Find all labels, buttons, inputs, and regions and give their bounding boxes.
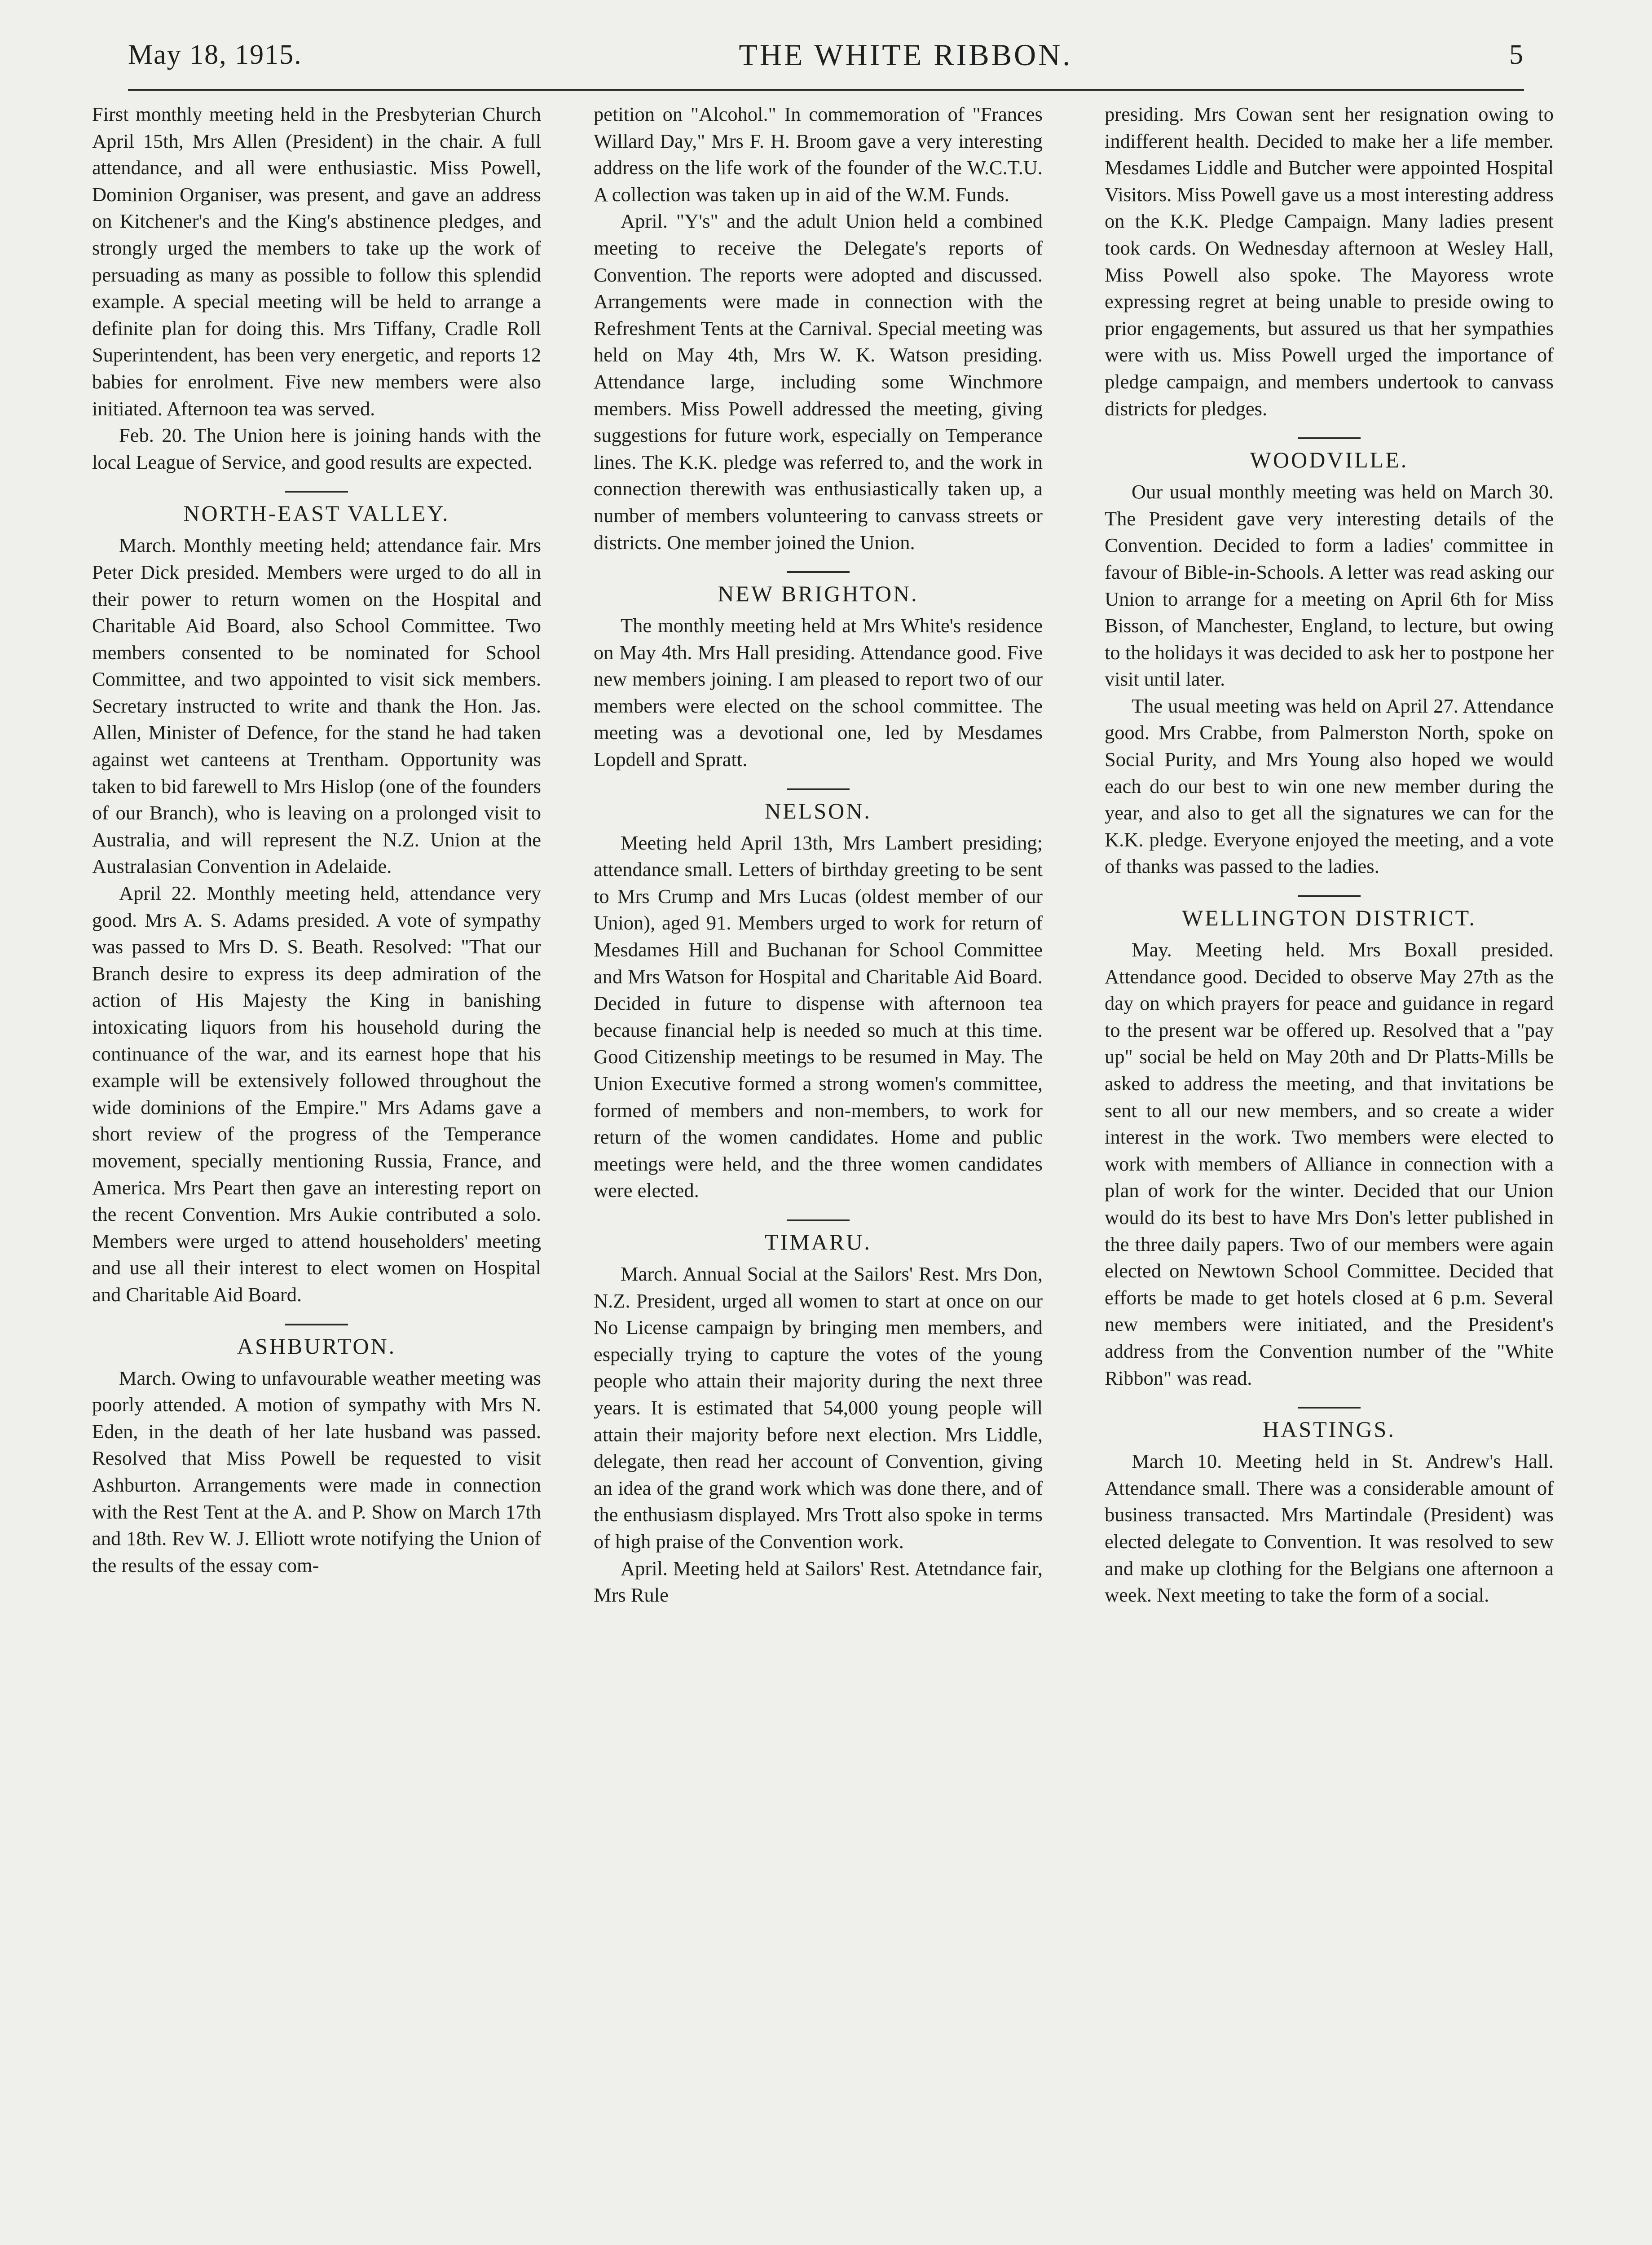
section-heading: HASTINGS.	[1263, 1417, 1396, 1442]
article-paragraph: April. Meeting held at Sailors' Rest. Atetndance fair, Mrs Rule	[594, 1557, 1043, 1607]
article-paragraph: April 22. Monthly meeting held, attendance very good. Mrs A. S. Adams presided. A vote of sympathy was passed to Mrs D. S. Beath. Resolved: "That our Branch desire to express its deep admiration of the action of His Majesty the King in banishing intoxicating liquors from his household during the continuance of the war, and its earnest hope that his example will be extensively followed throughout the wide dominions of the Empire." Mrs Adams gave a short review of the progress of the Temperance movement, specially mentioning Russia, France, and America. Mrs Peart then gave an interesting report on the recent Convention. Mrs Aukie contributed a solo. Members were urged to attend householders' meeting and use all their interest to elect women on Hospital and Charitable Aid Board.	[92, 882, 541, 1306]
article-paragraph: March 10. Meeting held in St. Andrew's Hall. Attendance small. There was a considerable amount of business transacted. Mrs Martindale (President) was elected delegate to Convention. It was resolved to sew and make up clothing for the Belgians one afternoon a week. Next meeting to take the form of a social.	[1105, 1450, 1554, 1607]
article-paragraph: Meeting held April 13th, Mrs Lambert presiding; attendance small. Letters of birthday greeting to be sent to Mrs Crump and Mrs Lucas (oldest member of our Union), aged 91. Members urged to work for return of Mesdames Hill and Buchanan for School Committee and Mrs Watson for Hospital and Charitable Aid Board. Decided in future to dispense with afternoon tea because financial help is needed so much at this time. Good Citizenship meetings to be resumed in May. The Union Executive formed a strong women's committee, formed of members and non-members, to work for return of the women candidates. Home and public meetings were held, and the three women candidates were elected.	[594, 831, 1043, 1202]
section-divider	[285, 1324, 348, 1325]
section-heading: NORTH-EAST VALLEY.	[183, 501, 450, 526]
article-paragraph: The monthly meeting held at Mrs White's residence on May 4th. Mrs Hall presiding. Attendance good. Five new members joining. I am pleased to report two of our members were elected on the school committee. The meeting was a devotional one, led by Mesdames Lopdell and Spratt.	[594, 614, 1043, 771]
newspaper-title: THE WHITE RIBBON.	[739, 37, 1073, 72]
article-paragraph: Feb. 20. The Union here is joining hands with the local League of Service, and good results are expected.	[92, 424, 541, 473]
article-paragraph: petition on "Alcohol." In commemoration of "Frances Willard Day," Mrs F. H. Broom gave a very interesting address on the life work of the founder of the W.C.T.U. A collection was taken up in aid of the W.M. Funds.	[594, 103, 1043, 206]
article-paragraph: March. Owing to unfavourable weather meeting was poorly attended. A motion of sympathy with Mrs N. Eden, in the death of her late husband was passed. Resolved that Miss Powell be requested to visit Ashburton. Arrangements were made in connection with the Rest Tent at the A. and P. Show on March 17th and 18th. Rev W. J. Elliott wrote notifying the Union of the results of the essay com-	[92, 1366, 541, 1576]
section-heading: NEW BRIGHTON.	[718, 581, 919, 607]
section-divider	[285, 491, 348, 493]
column-3	[1105, 101, 1554, 1609]
article-paragraph: March. Annual Social at the Sailors' Rest. Mrs Don, N.Z. President, urged all women to start at once on our No License campaign by bringing men members, and especially trying to capture the votes of the young people who attain their majority during the next three years. It is estimated that 54,000 young people will attain their majority before next election. Mrs Liddle, delegate, then read her account of Convention, giving an idea of the grand work which was done there, and of the enthusiasm displayed. Mrs Trott also spoke in terms of high praise of the Convention work.	[594, 1262, 1043, 1553]
column-1	[92, 101, 541, 1579]
masthead	[128, 28, 1524, 82]
article-paragraph: Our usual monthly meeting was held on March 30. The President gave very interesting details of the Convention. Decided to form a ladies' committee in favour of Bible-in-Schools. A letter was read asking our Union to arrange for a meeting on April 6th for Miss Bisson, of Manchester, England, to lecture, but owing to the holidays it was decided to ask her to postpone her visit until later.	[1105, 480, 1554, 691]
column-2	[594, 101, 1043, 1609]
section-heading: WOODVILLE.	[1250, 447, 1409, 473]
article-paragraph: April. "Y's" and the adult Union held a combined meeting to receive the Delegate's reports of Convention. The reports were adopted and discussed. Arrangements were made in connection with the Refreshment Tents at the Carnival. Special meeting was held on May 4th, Mrs W. K. Watson presiding. Attendance large, including some Winchmore members. Miss Powell addressed the meeting, giving suggestions for future work, especially on Temperance lines. The K.K. pledge was referred to, and the work in connection therewith was enthusiastically taken up, a number of members volunteering to canvass streets or districts. One member joined the Union.	[594, 210, 1043, 554]
section-heading: TIMARU.	[765, 1229, 872, 1255]
section-divider	[1298, 895, 1361, 897]
article-paragraph: First monthly meeting held in the Presbyterian Church April 15th, Mrs Allen (President) in the chair. A full attendance, and all were enthusiastic. Miss Powell, Dominion Organiser, was present, and gave an address on Kitchener's and the King's abstinence pledges, and strongly urged the members to take up the work of persuading as many as possible to follow this splendid example. A special meeting will be held to arrange a definite plan for doing this. Mrs Tiffany, Cradle Roll Superintendent, has been very energetic, and reports 12 babies for enrolment. Five new members were also initiated. Afternoon tea was served.	[92, 103, 541, 420]
article-paragraph: The usual meeting was held on April 27. Attendance good. Mrs Crabbe, from Palmerston North, spoke on Social Purity, and Mrs Young also hoped we would each do our best to win one new member during the year, and also to get all the signatures we can for the K.K. pledge. Everyone enjoyed the meeting, and a vote of thanks was passed to the ladies.	[1105, 694, 1554, 878]
section-divider	[1298, 437, 1361, 439]
header-rule	[128, 89, 1524, 91]
article-paragraph: March. Monthly meeting held; attendance fair. Mrs Peter Dick presided. Members were urged to do all in their power to return women on the Hospital and Charitable Aid Board, also School Committee. Two members consented to be nominated for School Committee, and two appointed to visit sick members. Secretary instructed to write and thank the Hon. Jas. Allen, Minister of Defence, for the stand he had taken against wet canteens at Trentham. Opportunity was taken to bid farewell to Mrs Hislop (one of the founders of our Branch), who is leaving on a prolonged visit to Australia, and will represent the N.Z. Union at the Australasian Convention in Adelaide.	[92, 534, 541, 878]
article-paragraph: presiding. Mrs Cowan sent her resignation owing to indifferent health. Decided to make her a life member. Mesdames Liddle and Butcher were appointed Hospital Visitors. Miss Powell gave us a most interesting address on the K.K. Pledge Campaign. Many ladies present took cards. On Wednesday afternoon at Wesley Hall, Miss Powell also spoke. The Mayoress wrote expressing regret at being unable to preside owing to prior engagements, but assured us that her sympathies were with us. Miss Powell urged the importance of pledge campaign, and members undertook to canvass districts for pledges.	[1105, 103, 1554, 420]
section-heading: WELLINGTON DISTRICT.	[1182, 905, 1476, 931]
page-number: 5	[1509, 39, 1524, 70]
section-divider	[1298, 1407, 1361, 1409]
section-divider	[787, 1219, 850, 1221]
section-divider	[787, 788, 850, 790]
section-heading: NELSON.	[765, 798, 872, 823]
article-paragraph: May. Meeting held. Mrs Boxall presided. Attendance good. Decided to observe May 27th as the day on which prayers for peace and guidance in regard to the present war be offered up. Resolved that a "pay up" social be held on May 20th and Dr Platts-Mills be asked to address the meeting, and that invitations be sent to all our new members, and so create a wider interest in the work. Two members were elected to work with members of Alliance in connection with a plan of work for the winter. Decided that our Union would do its best to have Mrs Don's letter published in the three daily papers. Two of our members were again elected on Newtown School Committee. Decided that efforts be made to get hotels closed at 6 p.m. Several new members were initiated, and the President's address from the Convention number of the "White Ribbon" was read.	[1105, 938, 1554, 1389]
section-heading: ASHBURTON.	[237, 1333, 396, 1359]
section-divider	[787, 571, 850, 573]
issue-date: May 18, 1915.	[128, 39, 302, 70]
